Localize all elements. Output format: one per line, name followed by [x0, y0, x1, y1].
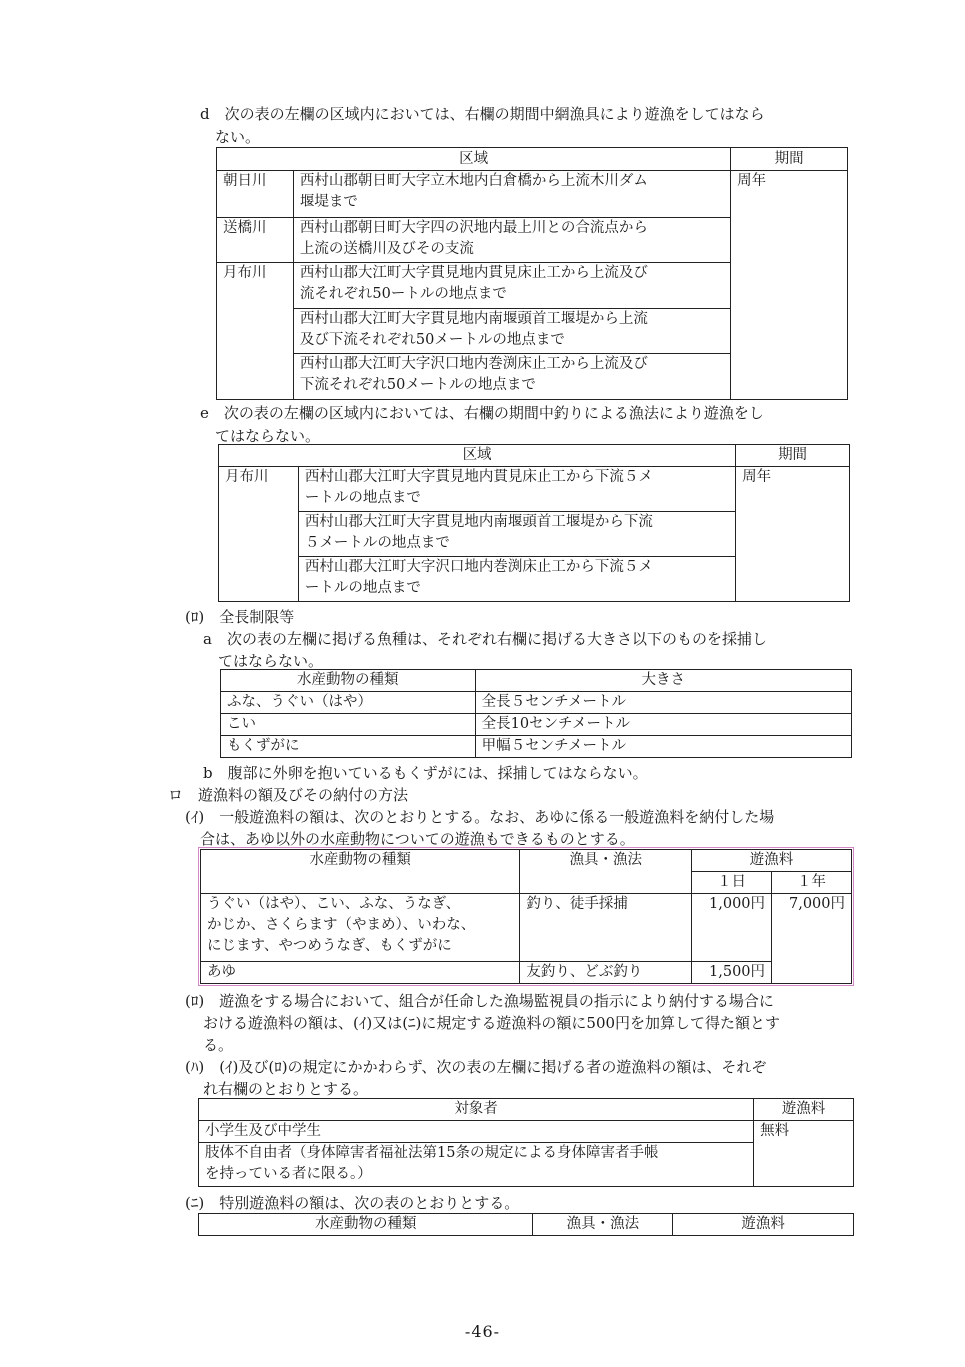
- fees-heading: ロ 遊漁料の額及びその納付の方法: [168, 786, 409, 804]
- section-d-intro-line2: ない。: [215, 128, 261, 146]
- special-fee-line: (ﾆ) 特別遊漁料の額は、次の表のとおりとする。: [185, 1194, 520, 1212]
- period-header: 期間: [736, 445, 850, 467]
- day-fee-cell: 1,500円: [692, 962, 772, 984]
- surcharge-line1: (ﾛ) 遊漁をする場合において、組合が任命した漁場監視員の指示により納付する場合に: [185, 992, 774, 1010]
- size-header: 大きさ: [475, 670, 851, 692]
- river-cell: 月布川: [219, 467, 299, 602]
- general-fee-line2: 合は、あゆ以外の水産動物についての遊漁もできるものとする。: [200, 830, 635, 848]
- period-cell: 周年: [736, 467, 850, 602]
- fee-header: 遊漁料: [692, 850, 852, 872]
- length-restriction-b-line: b 腹部に外卵を抱いているもくずがには、採捕してはならない。: [203, 764, 648, 782]
- special-fee-table: [198, 1213, 854, 1236]
- general-fee-table: [200, 849, 852, 984]
- section-e-intro-line2: てはならない。: [215, 427, 321, 445]
- size-limit-table: [220, 669, 852, 758]
- fishing-restriction-table: [218, 444, 850, 602]
- target-cell: 肢体不自由者（身体障害者福祉法第15条の規定による身体障害者手帳 を持っている者に限る。）: [199, 1143, 754, 1187]
- species-header: 水産動物の種類: [201, 850, 520, 894]
- length-restriction-heading: (ﾛ) 全長制限等: [185, 608, 295, 626]
- area-cell: 西村山郡朝日町大字立木地内白倉橋から上流木川ダム 堰堤まで: [293, 171, 730, 218]
- area-header: 区域: [217, 148, 731, 171]
- period-cell: 周年: [731, 171, 848, 400]
- surcharge-line2: おける遊漁料の額は、(ｲ)又は(ﾆ)に規定する遊漁料の額に500円を加算して得た額とす: [203, 1014, 781, 1032]
- area-cell: 西村山郡朝日町大字四の沢地内最上川との合流点から 上流の送橋川及びその支流: [293, 218, 730, 263]
- fee-header: 遊漁料: [673, 1214, 854, 1236]
- area-cell: 西村山郡大江町大字貫見地内南堰頭首工堰堤から下流 ５メートルの地点まで: [298, 512, 735, 557]
- surcharge-line3: る。: [203, 1036, 234, 1054]
- area-header: 区域: [219, 445, 736, 467]
- species-cell: あゆ: [201, 962, 520, 984]
- method-cell: 釣り、徒手採捕: [520, 894, 692, 962]
- area-cell: 西村山郡大江町大字沢口地内巻渕床止工から上流及び 下流それぞれ50メートルの地点まで: [293, 354, 730, 400]
- target-header: 対象者: [199, 1099, 754, 1121]
- length-restriction-a-line1: a 次の表の左欄に掲げる魚種は、それぞれ右欄に掲げる大きさ以下のものを採捕し: [203, 630, 767, 648]
- period-header: 期間: [731, 148, 848, 171]
- river-cell: 朝日川: [217, 171, 294, 218]
- species-cell: こい: [221, 714, 476, 736]
- exemption-line1: (ﾊ) (ｲ)及び(ﾛ)の規定にかかわらず、次の表の左欄に掲げる者の遊漁料の額は、それぞ: [185, 1058, 767, 1076]
- river-cell: 送橋川: [217, 218, 294, 263]
- length-restriction-a-line2: てはならない。: [218, 652, 324, 670]
- species-cell: ふな、うぐい（はや）: [221, 692, 476, 714]
- size-cell: 全長10センチメートル: [475, 714, 851, 736]
- species-cell: うぐい（はや）、こい、ふな、うなぎ、 かじか、さくらます（やまめ）、いわな、 にじます、やつめうなぎ、もくずがに: [201, 894, 520, 962]
- method-cell: 友釣り、どぶ釣り: [520, 962, 692, 984]
- page-number: -46-: [464, 1322, 501, 1341]
- area-cell: 西村山郡大江町大字貫見地内南堰頭首工堰堤から上流 及び下流それぞれ50メートルの地点まで: [293, 309, 730, 354]
- net-restriction-table: [216, 147, 848, 400]
- target-cell: 小学生及び中学生: [199, 1121, 754, 1143]
- area-cell: 西村山郡大江町大字沢口地内巻渕床止工から下流５メ ートルの地点まで: [298, 557, 735, 602]
- year-fee-header: １年: [772, 872, 852, 894]
- section-e-intro-line1: e 次の表の左欄の区域内においては、右欄の期間中釣りによる漁法により遊漁をし: [200, 404, 764, 422]
- area-cell: 西村山郡大江町大字貫見地内貫見床止工から下流５メ ートルの地点まで: [298, 467, 735, 512]
- method-header: 漁具・漁法: [520, 850, 692, 894]
- exemption-table: [198, 1098, 854, 1187]
- species-header: 水産動物の種類: [199, 1214, 533, 1236]
- exemption-line2: れ右欄のとおりとする。: [203, 1080, 369, 1098]
- fee-header: 遊漁料: [754, 1099, 854, 1121]
- day-fee-cell: 1,000円: [692, 894, 772, 962]
- day-fee-header: １日: [692, 872, 772, 894]
- fee-cell: 無料: [754, 1121, 854, 1187]
- species-cell: もくずがに: [221, 736, 476, 758]
- general-fee-line1: (ｲ) 一般遊漁料の額は、次のとおりとする。なお、あゆに係る一般遊漁料を納付した場: [185, 808, 775, 826]
- section-d-intro-line1: d 次の表の左欄の区域内においては、右欄の期間中網漁具により遊漁をしてはなら: [200, 105, 765, 123]
- river-cell: 月布川: [217, 263, 294, 400]
- method-header: 漁具・漁法: [533, 1214, 673, 1236]
- size-cell: 全長５センチメートル: [475, 692, 851, 714]
- area-cell: 西村山郡大江町大字貫見地内貫見床止工から上流及び 流それぞれ50ートルの地点まで: [293, 263, 730, 309]
- species-header: 水産動物の種類: [221, 670, 476, 692]
- year-fee-cell: 7,000円: [772, 894, 852, 984]
- size-cell: 甲幅５センチメートル: [475, 736, 851, 758]
